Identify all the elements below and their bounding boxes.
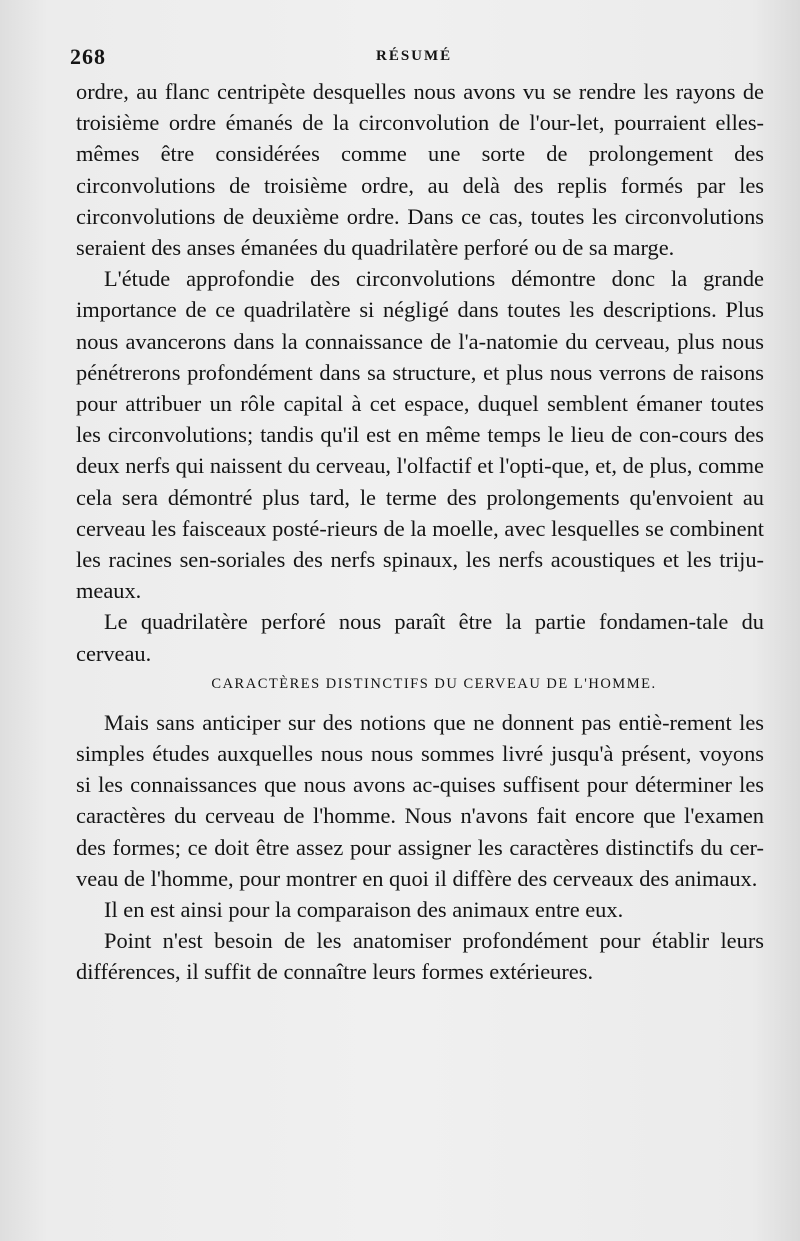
paragraph: Le quadrilatère perforé nous paraît être la partie fondamen-tale du cerveau. bbox=[76, 609, 764, 666]
running-head bbox=[70, 40, 770, 76]
section-heading: CARACTÈRES DISTINCTIFS DU CERVEAU DE L'HOMME. bbox=[211, 675, 657, 692]
paragraph: Il en est ainsi pour la comparaison des animaux entre eux. bbox=[104, 897, 624, 923]
running-title: RÉSUMÉ bbox=[376, 48, 453, 64]
paragraph: Point n'est besoin de les anatomiser profondément pour établir leurs différences, il suffit de connaître leurs formes extérieures. bbox=[76, 928, 764, 985]
paragraph: Mais sans anticiper sur des notions que ne donnent pas entiè-rement les simples études auxquelles nous nous sommes livré jusqu'à présent, voyons si les connaissances que nous avons ac-quises suffisent pour déterminer les caractères du cerveau de l'homme. Nous n'avons fait encore que l'examen des formes; ce doit être assez pour assigner les caractères distinctifs du cer-veau de l'homme, pour montrer en quoi il diffère des cerveaux des animaux. bbox=[76, 709, 764, 891]
body-text bbox=[76, 76, 764, 988]
paragraph-continued: ordre, au flanc centripète desquelles nous avons vu se rendre les rayons de troisième ordre émanés de la circonvolution de l'our-let, pourraient elles-mêmes être considérées comme une sorte de prolongement des circonvolutions de troisième ordre, au delà des replis formés par les circonvolutions de deuxième ordre. Dans ce cas, toutes les circonvolutions seraient des anses émanées du quadrilatère perforé ou de sa marge. bbox=[76, 79, 764, 261]
page-number: 268 bbox=[70, 44, 106, 69]
paragraph: L'étude approfondie des circonvolutions démontre donc la grande importance de ce quadrilatère si négligé dans toutes les descriptions. Plus nous avancerons dans la connaissance de l'a-natomie du cerveau, plus nous pénétrerons profondément dans sa structure, et plus nous verrons de raisons pour attribuer un rôle capital à cet espace, duquel semblent émaner toutes les circonvolutions; tandis qu'il est en même temps le lieu de con-cours des deux nerfs qui naissent du cerveau, l'olfactif et l'opti-que, et, de plus, comme cela sera démontré plus tard, le terme des prolongements qu'envoient au cerveau les faisceaux posté-rieurs de la moelle, avec lesquelles se combinent les racines sen-soriales des nerfs spinaux, les nerfs acoustiques et les triju-meaux. bbox=[76, 266, 764, 604]
